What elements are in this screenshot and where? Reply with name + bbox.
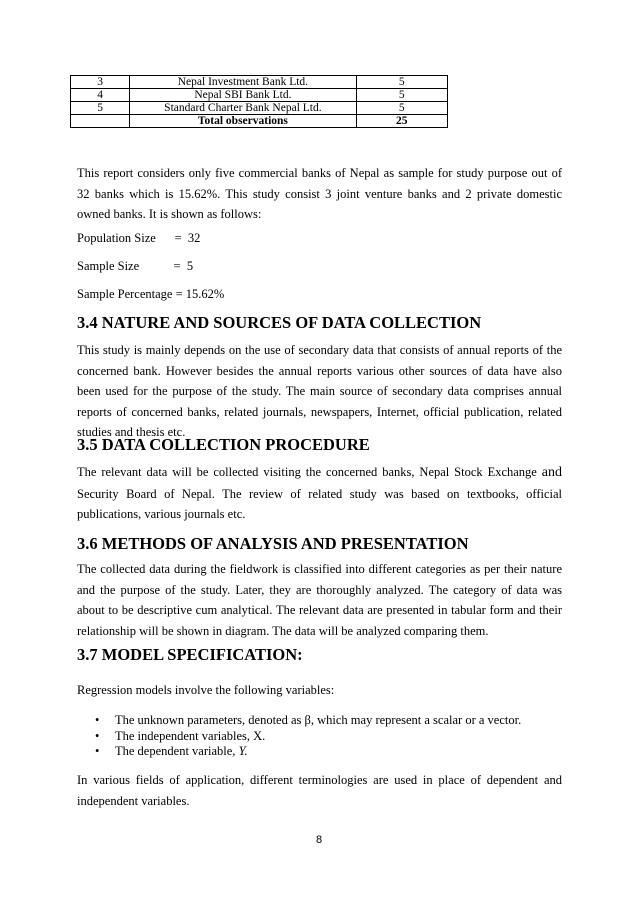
- total-label: Total observations: [130, 115, 356, 128]
- closing-paragraph: In various fields of application, different terminologies are used in place of dependent and independent variables.: [77, 773, 562, 808]
- bank-name: Nepal SBI Bank Ltd.: [130, 89, 356, 102]
- section-text-3-5-and: and: [541, 465, 562, 480]
- intro-paragraph: This report considers only five commercial banks of Nepal as sample for study purpose out of 32 banks which is 15.62%. This study consist 3 joint venture banks and 2 private domestic owned banks. It is shown as follows:: [77, 166, 562, 221]
- list-item: [95, 713, 521, 729]
- sample-size: Sample Size = 5: [77, 259, 194, 273]
- sample-percentage: Sample Percentage = 15.62%: [77, 287, 225, 301]
- bullet-icon: •: [95, 744, 100, 758]
- row-number: 5: [71, 102, 130, 115]
- section-text-3-4: This study is mainly depends on the use of secondary data that consists of annual reports of the concerned bank. However besides the annual reports various other sources of data have also been used for the purpose of the study. The main source of secondary data comprises annual reports of concerned banks, related journals, newspapers, Internet, official publication, related studies and thesis etc.: [77, 343, 562, 439]
- table-row: [71, 102, 448, 115]
- section-heading-3-4: 3.4 NATURE AND SOURCES OF DATA COLLECTION: [77, 313, 482, 332]
- regression-intro: Regression models involve the following variables:: [77, 683, 335, 697]
- population-size: Population Size = 32: [77, 231, 201, 245]
- page-number: 8: [315, 834, 323, 846]
- section-text-3-5-part-a: The relevant data will be collected visiting the concerned banks, Nepal Stock Exchange: [77, 465, 542, 479]
- bank-name: Standard Charter Bank Nepal Ltd.: [130, 102, 356, 115]
- table-row: [71, 89, 448, 102]
- section-heading-3-5: 3.5 DATA COLLECTION PROCEDURE: [77, 435, 370, 454]
- observation-count: 5: [356, 89, 448, 102]
- row-number: 4: [71, 89, 130, 102]
- section-heading-3-6: 3.6 METHODS OF ANALYSIS AND PRESENTATION: [77, 534, 469, 553]
- bullet-icon: •: [95, 728, 100, 743]
- empty-cell: [71, 115, 130, 128]
- row-number: 3: [71, 76, 130, 89]
- total-row: [71, 115, 448, 128]
- list-item-text: The dependent variable, Y.: [115, 744, 248, 758]
- section-text-3-5: [77, 462, 562, 525]
- list-item: [95, 729, 521, 745]
- section-text-3-6: The collected data during the fieldwork is classified into different categories as per their nature and the purpose of the study. Later, they are thoroughly analyzed. The category of data was about to be descriptive cum analytical. The relevant data are presented in tabular form and their relationship will be shown in diagram. The data will be analyzed comparing them.: [77, 562, 562, 638]
- variables-list: [95, 713, 521, 760]
- total-value: 25: [356, 115, 448, 128]
- banks-table: [70, 75, 448, 128]
- table-row: [71, 76, 448, 89]
- section-heading-3-7: 3.7 MODEL SPECIFICATION:: [77, 645, 303, 664]
- list-item-text: The unknown parameters, denoted as β, which may represent a scalar or a vector.: [115, 713, 522, 727]
- list-item-text: The independent variables, X.: [115, 728, 266, 743]
- observation-count: 5: [356, 76, 448, 89]
- section-text-3-5-part-b: Security Board of Nepal. The review of related study was based on textbooks, official publications, various journals etc.: [77, 486, 562, 521]
- bullet-icon: •: [95, 713, 100, 727]
- bank-name: Nepal Investment Bank Ltd.: [130, 76, 356, 89]
- observation-count: 5: [356, 102, 448, 115]
- list-item: [95, 744, 521, 760]
